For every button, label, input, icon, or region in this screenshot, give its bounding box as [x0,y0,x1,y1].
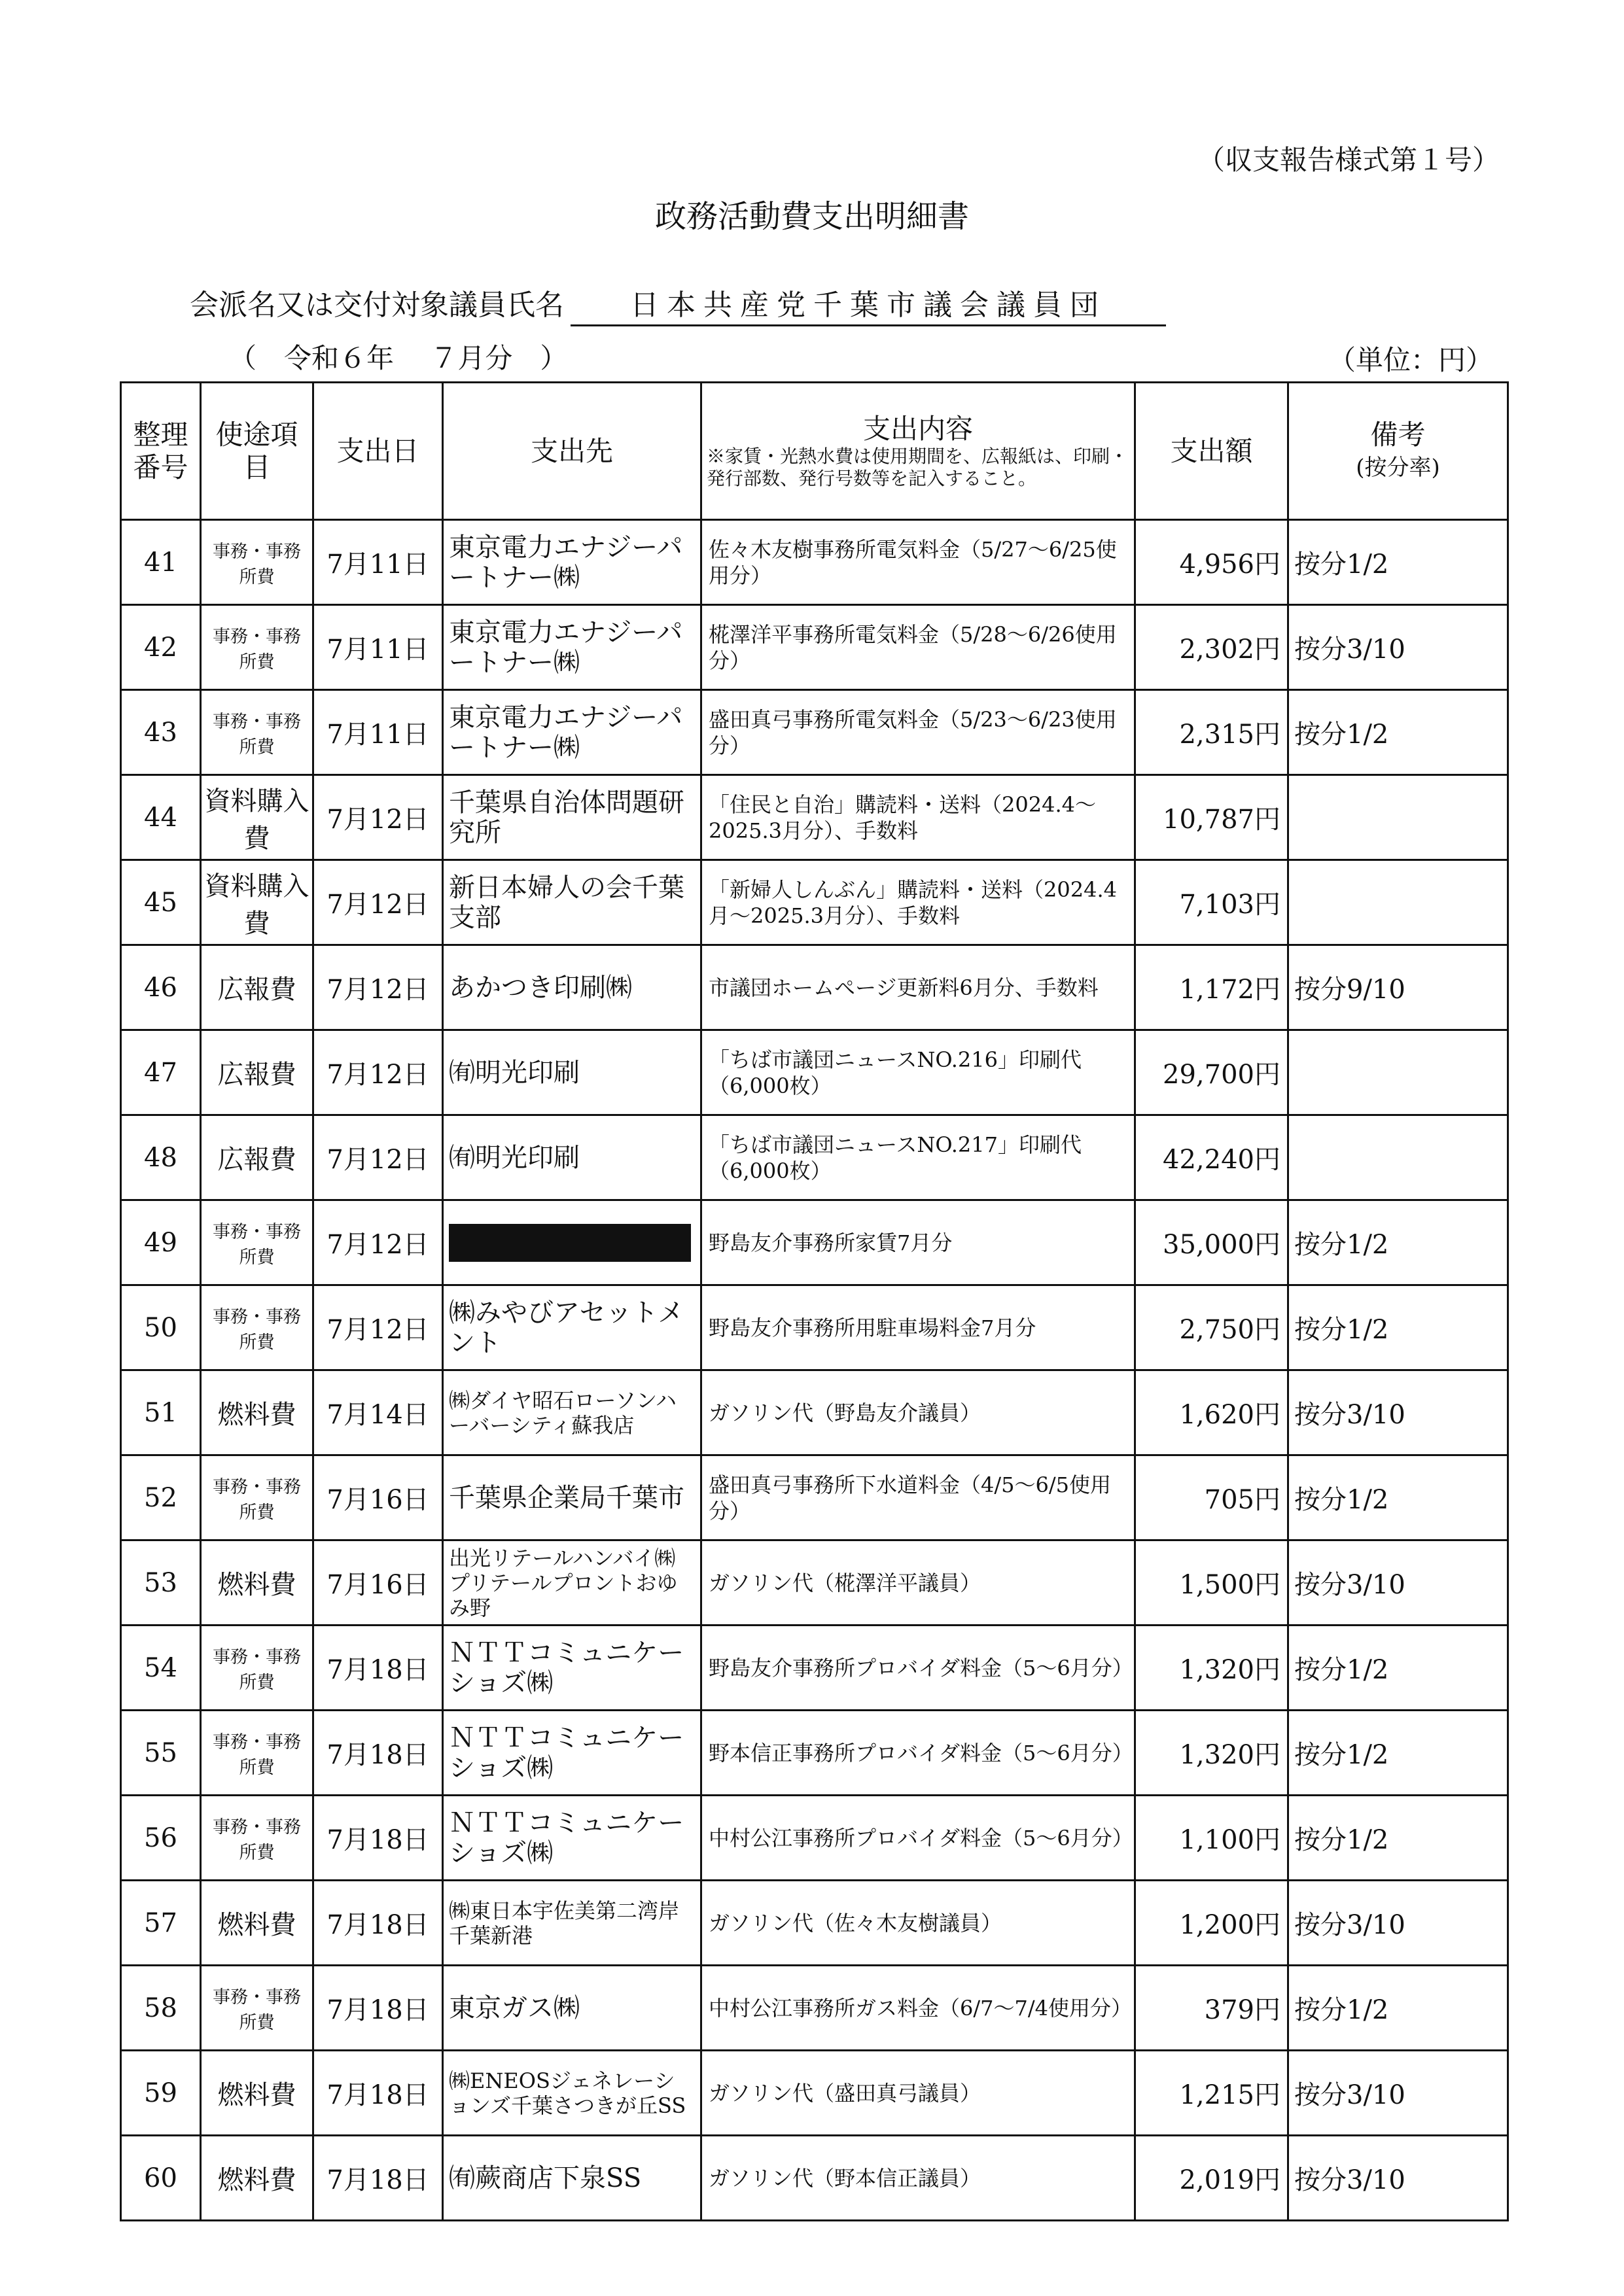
row-amount: 35,000円 [1135,1200,1288,1285]
row-remark: 按分1/2 [1288,1796,1508,1881]
row-amount: 705円 [1135,1455,1288,1540]
col-category: 使途項目 [201,383,313,520]
table-row [121,1796,1508,1881]
col-no: 整理番号 [121,383,201,520]
row-content: 野島友介事務所家賃7月分 [701,1200,1135,1285]
row-content: ガソリン代（野島友介議員） [701,1370,1135,1455]
row-no: 59 [121,2051,201,2136]
row-amount: 1,215円 [1135,2051,1288,2136]
row-payee: ㈱東日本宇佐美第二湾岸千葉新港 [443,1881,701,1966]
row-content: 市議団ホームページ更新料6月分、手数料 [701,945,1135,1030]
row-no: 50 [121,1285,201,1370]
group-name: 日本共産党千葉市議会議員団 [571,281,1166,326]
row-content: 「住民と自治」購読料・送料（2024.4～2025.3月分）、手数料 [701,775,1135,860]
row-amount: 29,700円 [1135,1030,1288,1115]
row-category: 広報費 [201,945,313,1030]
row-category: 事務・事務所費 [201,1796,313,1881]
group-label: 会派名又は交付対象議員氏名 [190,288,564,322]
row-category: 燃料費 [201,1540,313,1626]
table-row [121,1711,1508,1796]
row-category: 資料購入費 [201,860,313,945]
table-row [121,1455,1508,1540]
header-row [121,383,1508,520]
table-row [121,1370,1508,1455]
row-remark: 按分3/10 [1288,1370,1508,1455]
row-category: 広報費 [201,1030,313,1115]
group-line [190,281,1166,326]
col-content-title: 支出内容 [862,412,973,445]
row-no: 49 [121,1200,201,1285]
table-row [121,1030,1508,1115]
row-amount: 2,750円 [1135,1285,1288,1370]
row-no: 60 [121,2136,201,2221]
row-category: 事務・事務所費 [201,605,313,690]
row-date: 7月18日 [313,1626,443,1711]
row-remark: 按分1/2 [1288,1626,1508,1711]
row-date: 7月11日 [313,605,443,690]
row-payee: 東京電力エナジーパートナー㈱ [443,520,701,605]
row-remark: 按分1/2 [1288,1455,1508,1540]
row-category: 広報費 [201,1115,313,1200]
row-no: 41 [121,520,201,605]
row-date: 7月18日 [313,1881,443,1966]
row-remark: 按分3/10 [1288,605,1508,690]
table-row [121,2136,1508,2221]
table-row [121,775,1508,860]
row-no: 53 [121,1540,201,1626]
row-amount: 42,240円 [1135,1115,1288,1200]
row-category: 事務・事務所費 [201,1285,313,1370]
col-content-note: ※家賃・光熱水費は使用期間を、広報紙は、印刷・発行部数、発行号数等を記入すること。 [707,445,1129,489]
row-no: 44 [121,775,201,860]
col-remarks-sub: (按分率) [1356,454,1440,481]
row-remark: 按分1/2 [1288,1200,1508,1285]
form-number: （収支報告様式第１号） [1197,144,1500,176]
table-row [121,860,1508,945]
row-date: 7月18日 [313,1966,443,2051]
row-content: ガソリン代（野本信正議員） [701,2136,1135,2221]
row-content: 中村公江事務所プロバイダ料金（5～6月分） [701,1796,1135,1881]
row-amount: 1,100円 [1135,1796,1288,1881]
row-content: 盛田真弓事務所電気料金（5/23～6/23使用分） [701,690,1135,775]
row-category: 事務・事務所費 [201,1711,313,1796]
row-no: 47 [121,1030,201,1115]
row-content: 「新婦人しんぶん」購読料・送料（2024.4月～2025.3月分）、手数料 [701,860,1135,945]
row-payee: 東京電力エナジーパートナー㈱ [443,690,701,775]
unit-label: （単位：円） [1328,344,1493,376]
table-row [121,1540,1508,1626]
row-category: 燃料費 [201,2051,313,2136]
table-row [121,945,1508,1030]
row-content: 椛澤洋平事務所電気料金（5/28～6/26使用分） [701,605,1135,690]
row-remark: 按分1/2 [1288,690,1508,775]
row-payee: あかつき印刷㈱ [443,945,701,1030]
row-amount: 10,787円 [1135,775,1288,860]
table-row [121,2051,1508,2136]
row-remark: 按分9/10 [1288,945,1508,1030]
row-amount: 1,500円 [1135,1540,1288,1626]
row-date: 7月18日 [313,2051,443,2136]
row-date: 7月14日 [313,1370,443,1455]
row-no: 52 [121,1455,201,1540]
row-remark: 按分1/2 [1288,1966,1508,2051]
col-remarks [1288,383,1508,520]
row-category: 資料購入費 [201,775,313,860]
row-payee: ㈲明光印刷 [443,1115,701,1200]
row-date: 7月16日 [313,1540,443,1626]
report-period: （ 令和６年 ７月分 ） [229,342,568,374]
row-payee: 千葉県自治体問題研究所 [443,775,701,860]
row-remark: 按分3/10 [1288,1540,1508,1626]
row-no: 43 [121,690,201,775]
row-payee: 東京ガス㈱ [443,1966,701,2051]
row-payee: 東京電力エナジーパートナー㈱ [443,605,701,690]
row-content: 中村公江事務所ガス料金（6/7～7/4使用分） [701,1966,1135,2051]
row-amount: 7,103円 [1135,860,1288,945]
row-content: 佐々木友樹事務所電気料金（5/27～6/25使用分） [701,520,1135,605]
row-amount: 1,320円 [1135,1711,1288,1796]
table-row [121,1626,1508,1711]
row-no: 51 [121,1370,201,1455]
row-category: 燃料費 [201,2136,313,2221]
row-category: 事務・事務所費 [201,690,313,775]
row-content: 野島友介事務所プロバイダ料金（5～6月分） [701,1626,1135,1711]
row-no: 58 [121,1966,201,2051]
col-remarks-title: 備考 [1370,418,1426,451]
row-amount: 1,172円 [1135,945,1288,1030]
row-amount: 379円 [1135,1966,1288,2051]
row-date: 7月12日 [313,1115,443,1200]
col-payee: 支出先 [443,383,701,520]
row-amount: 2,302円 [1135,605,1288,690]
expense-table [120,381,1509,2221]
row-remark: 按分1/2 [1288,1285,1508,1370]
row-payee: 新日本婦人の会千葉支部 [443,860,701,945]
row-date: 7月11日 [313,690,443,775]
redaction-block [449,1224,691,1262]
row-date: 7月12日 [313,775,443,860]
row-no: 57 [121,1881,201,1966]
row-amount: 1,320円 [1135,1626,1288,1711]
row-date: 7月12日 [313,1285,443,1370]
table-row [121,690,1508,775]
row-amount: 1,620円 [1135,1370,1288,1455]
row-date: 7月11日 [313,520,443,605]
row-category: 燃料費 [201,1881,313,1966]
col-date: 支出日 [313,383,443,520]
row-amount: 1,200円 [1135,1881,1288,1966]
row-content: ガソリン代（佐々木友樹議員） [701,1881,1135,1966]
row-content: ガソリン代（椛澤洋平議員） [701,1540,1135,1626]
row-category: 事務・事務所費 [201,1626,313,1711]
row-remark [1288,860,1508,945]
row-content: 「ちば市議団ニュースNO.216」印刷代（6,000枚） [701,1030,1135,1115]
table-row [121,605,1508,690]
row-category: 燃料費 [201,1370,313,1455]
row-content: 野島友介事務所用駐車場料金7月分 [701,1285,1135,1370]
table-row [121,1115,1508,1200]
row-amount: 4,956円 [1135,520,1288,605]
row-payee: ＮＴＴコミュニケーショズ㈱ [443,1796,701,1881]
row-no: 56 [121,1796,201,1881]
row-remark [1288,1115,1508,1200]
row-date: 7月12日 [313,1030,443,1115]
row-payee: ㈲蕨商店下泉SS [443,2136,701,2221]
row-date: 7月12日 [313,1200,443,1285]
row-payee: ㈱ダイヤ昭石ローソンハーバーシティ蘇我店 [443,1370,701,1455]
row-payee: 千葉県企業局千葉市 [443,1455,701,1540]
table-row [121,1881,1508,1966]
col-amount: 支出額 [1135,383,1288,520]
row-remark: 按分1/2 [1288,520,1508,605]
row-no: 54 [121,1626,201,1711]
row-amount: 2,315円 [1135,690,1288,775]
row-payee: ㈲明光印刷 [443,1030,701,1115]
row-category: 事務・事務所費 [201,520,313,605]
row-payee: ㈱みやびアセットメント [443,1285,701,1370]
row-remark: 按分3/10 [1288,2136,1508,2221]
row-content: 盛田真弓事務所下水道料金（4/5～6/5使用分） [701,1455,1135,1540]
row-date: 7月18日 [313,1796,443,1881]
row-remark [1288,1030,1508,1115]
row-payee: 出光リテールハンバイ㈱プリテールプロントおゆみ野 [443,1540,701,1626]
row-date: 7月12日 [313,945,443,1030]
row-payee: ㈱ENEOSジェネレーションズ千葉さつきが丘SS [443,2051,701,2136]
document-title: 政務活動費支出明細書 [654,198,969,235]
row-date: 7月12日 [313,860,443,945]
row-payee: ＮＴＴコミュニケーショズ㈱ [443,1626,701,1711]
row-date: 7月16日 [313,1455,443,1540]
row-amount: 2,019円 [1135,2136,1288,2221]
row-no: 48 [121,1115,201,1200]
row-no: 45 [121,860,201,945]
row-category: 事務・事務所費 [201,1966,313,2051]
row-content: ガソリン代（盛田真弓議員） [701,2051,1135,2136]
table-row [121,1285,1508,1370]
row-remark: 按分1/2 [1288,1711,1508,1796]
row-date: 7月18日 [313,2136,443,2221]
row-no: 46 [121,945,201,1030]
row-content: 「ちば市議団ニュースNO.217」印刷代（6,000枚） [701,1115,1135,1200]
row-content: 野本信正事務所プロバイダ料金（5～6月分） [701,1711,1135,1796]
row-category: 事務・事務所費 [201,1455,313,1540]
row-category: 事務・事務所費 [201,1200,313,1285]
row-remark: 按分3/10 [1288,2051,1508,2136]
table-row [121,1200,1508,1285]
row-remark: 按分3/10 [1288,1881,1508,1966]
col-content [701,383,1135,520]
row-payee: ＮＴＴコミュニケーショズ㈱ [443,1711,701,1796]
row-payee [443,1200,701,1285]
row-no: 42 [121,605,201,690]
table-row [121,520,1508,605]
row-no: 55 [121,1711,201,1796]
table-row [121,1966,1508,2051]
row-date: 7月18日 [313,1711,443,1796]
row-remark [1288,775,1508,860]
